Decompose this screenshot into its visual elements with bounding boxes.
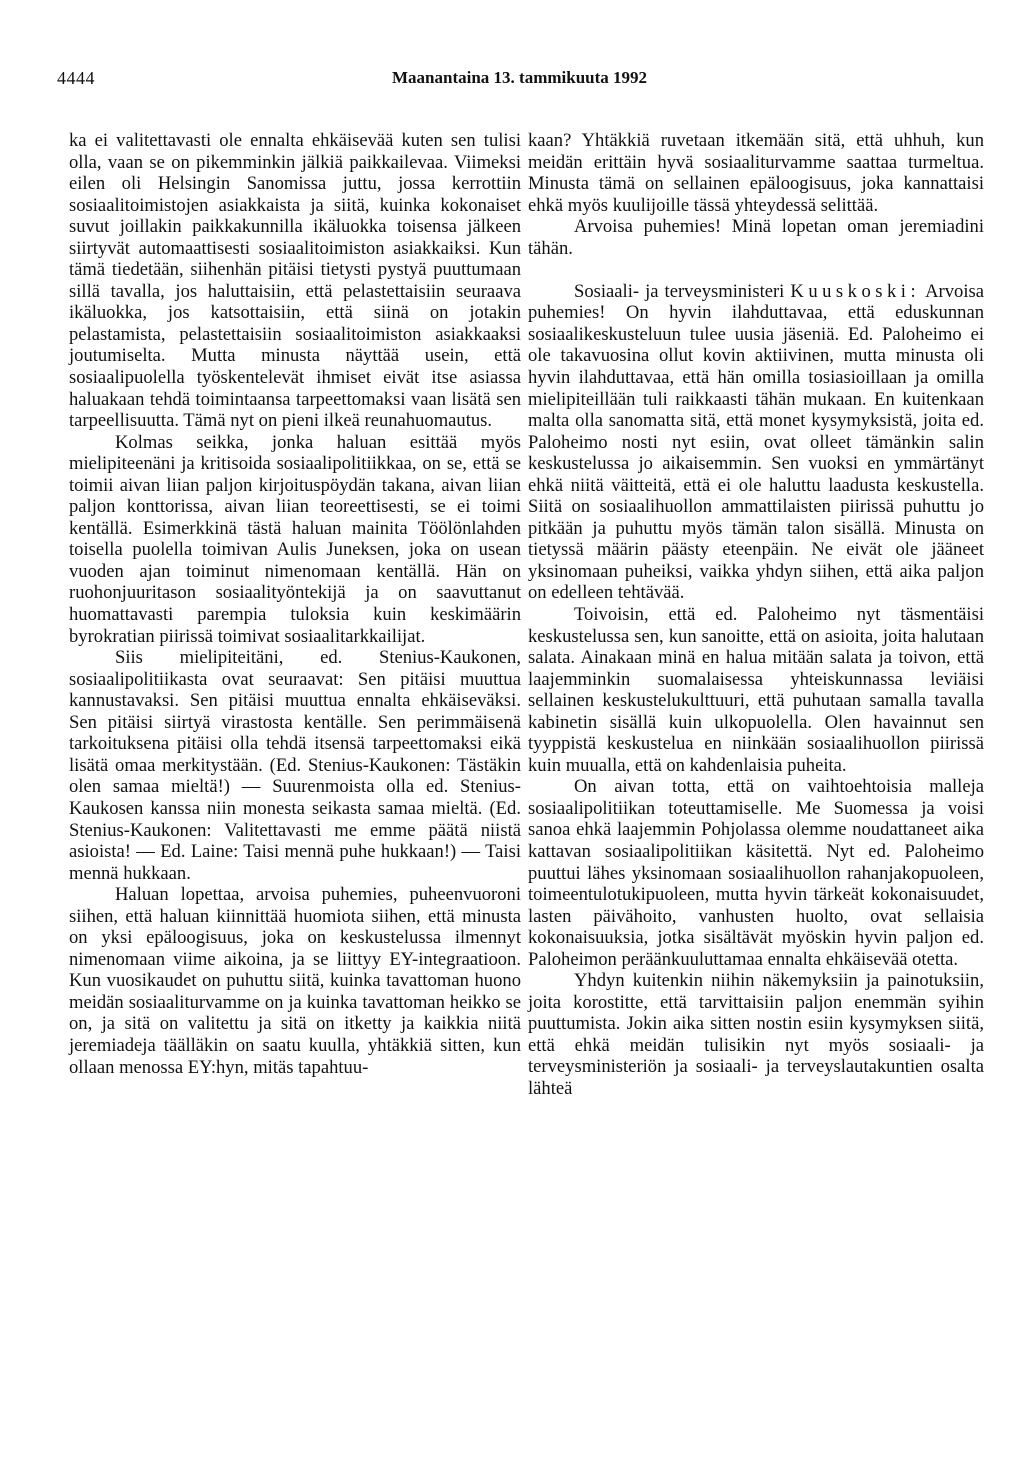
- speaker-name: Kuuskoski:: [790, 280, 921, 302]
- paragraph: Arvoisa puhemies! Minä lopetan oman jeremiadini tähän.: [528, 216, 984, 259]
- paragraph: Haluan lopettaa, arvoisa puhemies, puheenvuoroni siihen, että haluan kiinnittää huomiota siihen, että minusta on yksi epäloogisuus, joka on keskustelussa ilmennyt nimenomaan viime aikoina, ja se liittyy EY-integraatioon. Kun vuosikaudet on puhuttu siitä, kuinka tavattoman huono meidän sosiaaliturvamme on ja kuinka tavattoman heikko se on, ja sitä on valitettu ja sitä on itketty ja kaikkia niitä jeremiadeja täälläkin on saatu kuulla, yhtäkkiä sitten, kun ollaan menossa EY:hyn, mitäs tapahtuu-: [69, 884, 521, 1078]
- speaker-title: Sosiaali- ja terveysministeri: [574, 280, 785, 302]
- paragraph: Kolmas seikka, jonka haluan esittää myös mielipiteenäni ja kritisoida sosiaalipolitiikkaa, on se, että se toimii aivan liian paljon kirjoituspöydän takana, aivan liian paljon konttorissa, aivan liian teoreettisesti, se ei toimi kentällä. Esimerkkinä tästä haluan mainita Töölönlahden toisella puolella toimivan Aulis Juneksen, joka on usean vuoden ajan toiminut nimenomaan kentällä. Hän on ruohonjuuritason sosiaalityöntekijä ja on saavuttanut huomattavasti parempia tuloksia kuin keskimäärin byrokratian piirissä toimivat sosiaalitarkkailijat.: [69, 431, 521, 647]
- paragraph: Yhdyn kuitenkin niihin näkemyksiin ja painotuksiin, joita korostitte, että tarvittaisiin paljon enemmän syihin puuttumista. Jokin aika sitten nostin esiin kysymyksen siitä, että ehkä meidän tulisikin nyt myös sosiaali- ja terveysministeriön ja sosiaali- ja terveyslautakuntien osalta lähteä: [528, 970, 984, 1100]
- right-column: [528, 130, 984, 1100]
- paragraph: Toivoisin, että ed. Paloheimo nyt täsmentäisi keskustelussa sen, kun sanoitte, että on asioita, joita halutaan salata. Ainakaan minä en halua mitään salata ja toivon, että laajemminkin suomalaisessa yhteiskunnassa leviäisi sellainen keskustelukulttuuri, että puhutaan samalla tavalla kabinetin sisällä kuin ulkopuolella. Olen havainnut sen tyyppistä keskustelua en niinkään sosiaalihuollon piirissä kuin muualla, että on kahdenlaisia puheita.: [528, 603, 984, 776]
- left-column: [69, 130, 521, 1078]
- paragraph: kaan? Yhtäkkiä ruvetaan itkemään sitä, että uhhuh, kun meidän erittäin hyvä sosiaaliturvamme saattaa turmeltua. Minusta tämä on sellainen epäloogisuus, joka kannattaisi ehkä myös kuulijoille tässä yhteydessä selittää.: [528, 130, 984, 216]
- paragraph: Siis mielipiteitäni, ed. Stenius-Kaukonen, sosiaalipolitiikasta ovat seuraavat: Sen pitäisi muuttua kannustavaksi. Sen pitäisi muuttua ennalta ehkäiseväksi. Sen pitäisi siirtyä virastosta kentälle. Sen perimmäisenä tarkoituksena pitäisi olla tehdä itsensä tarpeettomaksi eikä lisätä omaa merkitystään. (Ed. Stenius-Kaukonen: Tästäkin olen samaa mieltä!) — Suurenmoista olla ed. Stenius-Kaukosen kanssa niin monesta seikasta samaa mieltä. (Ed. Stenius-Kaukonen: Valitettavasti me emme päätä niistä asioista! — Ed. Laine: Taisi mennä puhe hukkaan!) — Taisi mennä hukkaan.: [69, 647, 521, 884]
- header-date: Maanantaina 13. tammikuuta 1992: [392, 68, 648, 87]
- paragraph: ka ei valitettavasti ole ennalta ehkäisevää kuten sen tulisi olla, vaan se on pikemminkin jälkiä paikkailevaa. Viimeksi eilen oli Helsingin Sanomissa juttu, jossa kerrottiin sosiaalitoimistojen asiakkaista ja siitä, kuinka kokonaiset suvut joillakin paikkakunnilla ikäluokka toisensa jälkeen siirtyvät automaattisesti sosiaalitoimiston asiakkaiksi. Kun tämä tiedetään, siihenhän pitäisi tietysti pystyä puuttumaan sillä tavalla, jos haluttaisiin, että pelastettaisiin seuraava ikäluokka, jos katsottaisiin, että siinä on jotakin pelastamista, pelastettaisiin sosiaalitoimiston asiakkaaksi joutumiselta. Mutta minusta näyttää usein, että sosiaalipuolella työskentelevät ihmiset eivät itse asiassa haluakaan tehdä toimintaansa tarpeettomaksi vaan lisätä sen tarpeellisuutta. Tämä nyt on pieni ilkeä reunahuomautus.: [69, 130, 521, 432]
- page-header: [57, 68, 997, 92]
- page-number: 4444: [57, 68, 95, 88]
- paragraph: On aivan totta, että on vaihtoehtoisia malleja sosiaalipolitiikan toteuttamiselle. Me Suomessa ja voisi sanoa ehkä laajemmin Pohjolassa olemme noudattaneet aika kattavan sosiaalipolitiikan käsitettä. Nyt ed. Paloheimo puuttui lähes yksinomaan sosiaalihuollon rahanjakopuoleen, toimeentulotukipuoleen, mutta hyvin tärkeät kokonaisuudet, lasten päivähoito, vanhusten huolto, ovat sellaisia kokonaisuuksia, jotka sisältävät myöskin hyvin paljon ed. Paloheimon peräänkuuluttamaa ennalta ehkäisevää otetta.: [528, 776, 984, 970]
- speech-text: Arvoisa puhemies! On hyvin ilahduttavaa, että eduskunnan sosiaalikeskusteluun tulee uusia jäseniä. Ed. Paloheimo ei ole takavuosina ollut kovin aktiivinen, mutta minusta oli hyvin ilahduttavaa, että hän omilla tosiasioillaan ja omilla mielipiteillään tuli raikkaasti tähän mukaan. En kuitenkaan malta olla sanomatta sitä, että monet kysymyksistä, joita ed. Paloheimo nosti nyt esiin, ovat olleet tämänkin salin keskustelussa jo aikaisemmin. Sen vuoksi en ymmärtänyt ehkä niitä väitteitä, että ei ole haluttu laadusta keskustella. Siitä on sosiaalihuollon ammattilaisten piirissä puhuttu jo pitkään ja puhuttu myös tämän talon sisällä. Minusta on tietyssä määrin päästy eteenpäin. Ne eivät ole jääneet yksinomaan puheiksi, vaikka yhdyn siihen, että aika paljon on edelleen tehtävää.: [528, 280, 984, 604]
- speaker-paragraph: [528, 281, 984, 604]
